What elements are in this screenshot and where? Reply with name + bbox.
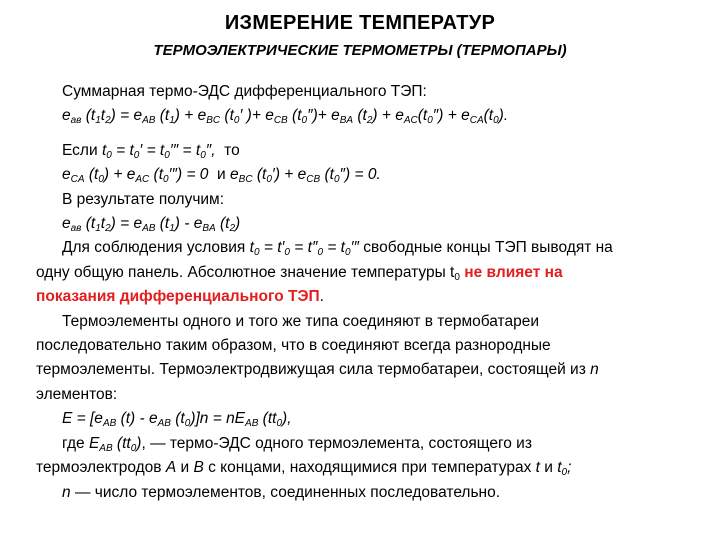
formula-sum-emf: $e_{ав}$ $(t_1t_2) = e_{AB}$ $(t_1) + e_{BC}$ ($t_0'$ )+ $e_{CB}$ $(t_0'')+ e_{BA}$ $(t_2) + e_{AC}(t_0'') + e_{CA}(t_0)$.: [62, 107, 509, 127]
where-line-1: где $E_{AB}$ $(tt_0)$, — термо-ЭДС одного термоэлемента, состоящего из: [62, 434, 532, 454]
para2-line-4: элементов:: [36, 385, 118, 403]
formula-result: $e_{ав}$ $(t_1t_2) = e_{AB}$ $(t_1) - e_{BA}$ $(t_2)$: [62, 215, 241, 235]
slide-title: ИЗМЕРЕНИЕ ТЕМПЕРАТУР: [224, 12, 496, 34]
if-condition-line: Если $t_0 = t_0' = t_0''' = t_0''$, то: [62, 141, 240, 161]
slide-body: [36, 80, 712, 505]
condition-line-3: показания дифференциального ТЭП.: [36, 288, 324, 306]
intro-line: Суммарная термо-ЭДС дифференциального ТЭП:: [62, 83, 427, 100]
slide-subtitle: ТЕРМОЭЛЕКТРИЧЕСКИЕ ТЕРМОМЕТРЫ (ТЕРМОПАРЫ): [153, 42, 567, 59]
para2-line-3: термоэлементы. Термоэлектродвижущая сила термобатареи, состоящей из n: [36, 361, 599, 379]
para2-line-1: Термоэлементы одного и того же типа соединяют в термобатареи: [62, 312, 539, 330]
highlight-not-affect: не влияет на: [464, 263, 563, 281]
formula-battery-emf: $E = [e_{AB}$ $(t) - e_{AB}$ $(t_0)]n = nE_{AB}$ $(tt_0)$,: [62, 410, 292, 430]
highlight-readings: показания дифференциального ТЭП: [36, 288, 320, 306]
result-label: В результате получим:: [62, 190, 225, 208]
condition-line-2: одну общую панель. Абсолютное значение температуры $t_0$ не влияет на: [36, 263, 563, 283]
condition-line: Для соблюдения условия $t_0 = t'_0 = t''_0 = t_0'''$ свободные концы ТЭП выводят на: [62, 239, 613, 259]
n-definition-line: n — число термоэлементов, соединенных последовательно.: [62, 483, 501, 501]
where-line-2: термоэлектродов А и В с концами, находящимися при температурах t и $t_0$;: [36, 459, 572, 479]
para2-line-2: последовательно таким образом, что в соединяют всегда разнородные: [36, 337, 551, 355]
formula-zero-sum: $e_{CA}$ $(t_0) + e_{AC}$ $(t_0''') = 0$ и $e_{BC}$ $(t_0') + e_{CB}$ $(t_0'') = 0$.: [62, 166, 381, 186]
